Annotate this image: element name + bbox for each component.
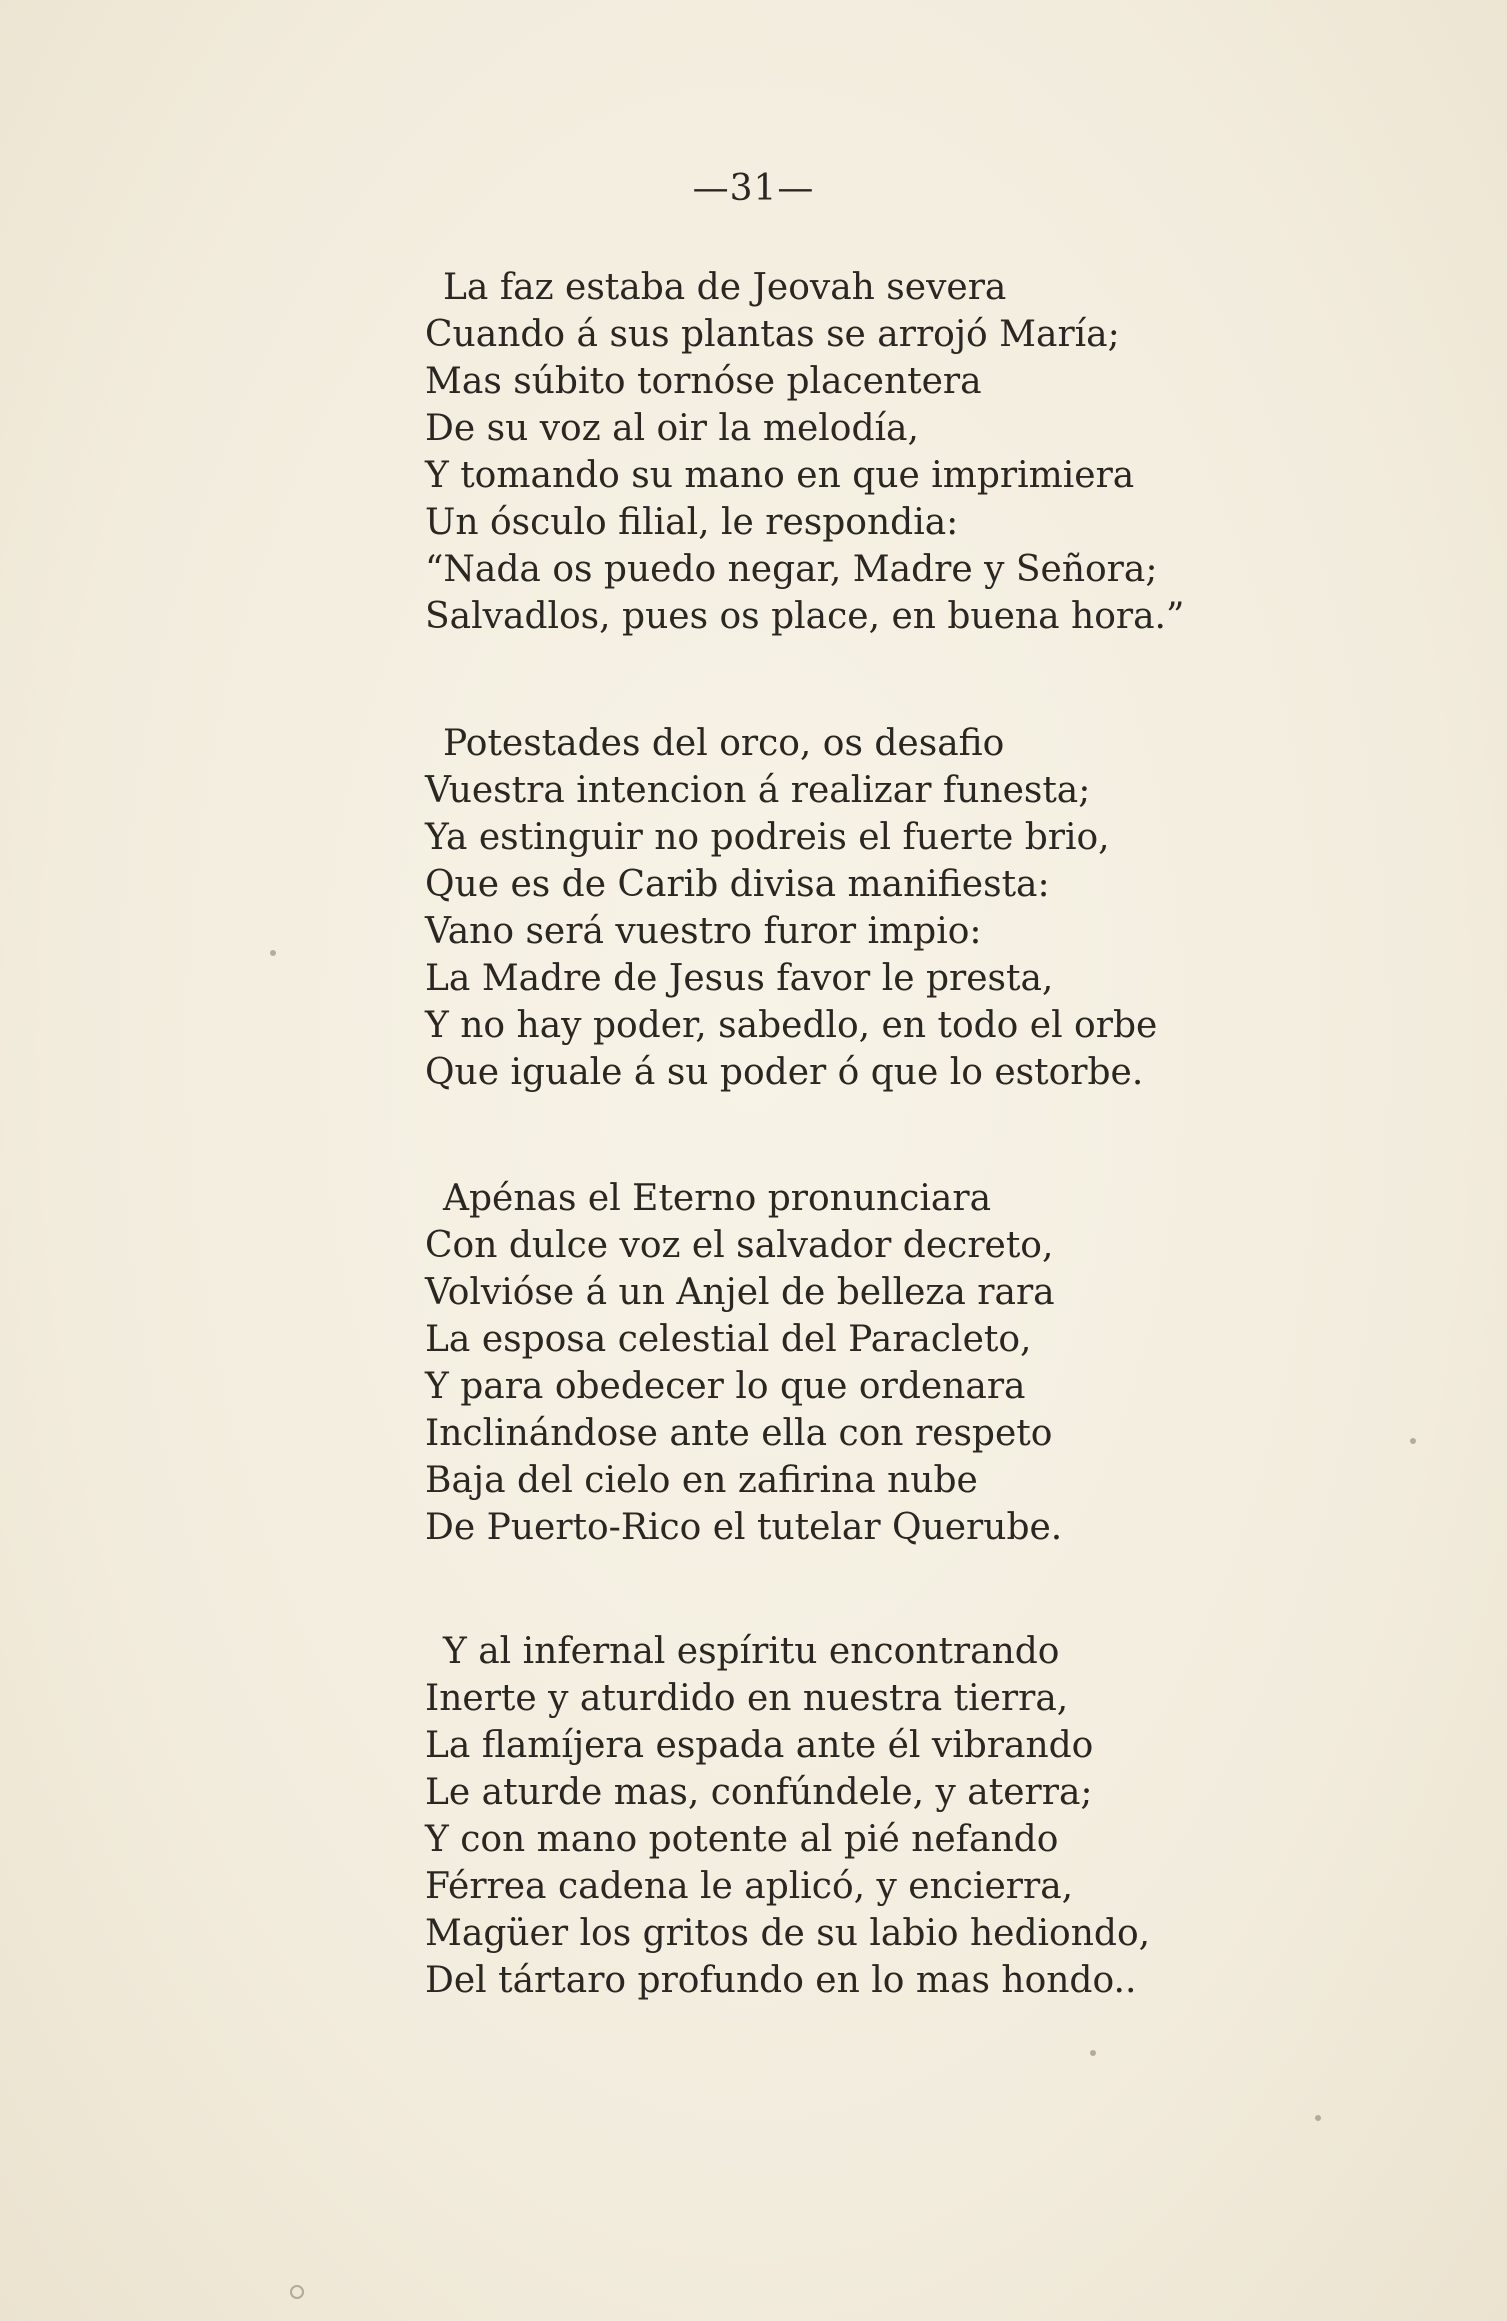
paper-speck — [1410, 1438, 1416, 1444]
stanza-4 — [425, 1628, 1285, 2004]
stanza-line: “Nada os puedo negar, Madre y Señora; — [425, 549, 1158, 590]
stanza-line: Y con mano potente al pié nefando — [425, 1819, 1059, 1860]
stanza-line: Que es de Carib divisa manifiesta: — [425, 864, 1050, 905]
stanza-2 — [425, 720, 1285, 1096]
paper-speck — [270, 950, 276, 956]
stanza-line: Y al infernal espíritu encontrando — [443, 1631, 1060, 1672]
stanza-line: Con dulce voz el salvador decreto, — [425, 1225, 1054, 1266]
stanza-line: Magüer los gritos de su labio hediondo, — [425, 1913, 1151, 1954]
stanza-line: La flamíjera espada ante él vibrando — [425, 1725, 1094, 1766]
stanza-line: Ya estinguir no podreis el fuerte brio, — [425, 817, 1110, 858]
stanza-line: Cuando á sus plantas se arrojó María; — [425, 314, 1120, 355]
stanza-line: Y tomando su mano en que imprimiera — [425, 455, 1135, 496]
stanza-line: Baja del cielo en zafirina nube — [425, 1460, 978, 1501]
stanza-line: La faz estaba de Jeovah severa — [443, 267, 1007, 308]
stanza-line: Del tártaro profundo en lo mas hondo.. — [425, 1960, 1137, 2001]
paper-speck — [1090, 2050, 1096, 2056]
stanza-line: Le aturde mas, confúndele, y aterra; — [425, 1772, 1093, 1813]
stanza-line: Y no hay poder, sabedlo, en todo el orbe — [425, 1005, 1158, 1046]
paper-speck — [290, 2285, 304, 2299]
stanza-line: La esposa celestial del Paracleto, — [425, 1319, 1032, 1360]
page-number: —31— — [692, 168, 815, 209]
stanza-line: Apénas el Eterno pronunciara — [443, 1178, 992, 1219]
stanza-line: Volvióse á un Anjel de belleza rara — [425, 1272, 1055, 1313]
stanza-3 — [425, 1175, 1285, 1551]
stanza-line: Potestades del orco, os desafio — [443, 723, 1005, 764]
stanza-line: De Puerto-Rico el tutelar Querube. — [425, 1507, 1063, 1548]
stanza-line: Un ósculo filial, le respondia: — [425, 502, 959, 543]
stanza-line: Vuestra intencion á realizar funesta; — [425, 770, 1091, 811]
stanza-line: De su voz al oir la melodía, — [425, 408, 919, 449]
stanza-line: Que iguale á su poder ó que lo estorbe. — [425, 1052, 1144, 1093]
stanza-line: La Madre de Jesus favor le presta, — [425, 958, 1054, 999]
stanza-line: Vano será vuestro furor impio: — [425, 911, 982, 952]
stanza-line: Inerte y aturdido en nuestra tierra, — [425, 1678, 1069, 1719]
paper-speck — [1315, 2115, 1321, 2121]
stanza-line: Férrea cadena le aplicó, y encierra, — [425, 1866, 1074, 1907]
stanza-line: Y para obedecer lo que ordenara — [425, 1366, 1026, 1407]
stanza-1 — [425, 264, 1285, 640]
stanza-line: Mas súbito tornóse placentera — [425, 361, 982, 402]
stanza-line: Inclinándose ante ella con respeto — [425, 1413, 1053, 1454]
stanza-line: Salvadlos, pues os place, en buena hora.” — [425, 596, 1185, 637]
